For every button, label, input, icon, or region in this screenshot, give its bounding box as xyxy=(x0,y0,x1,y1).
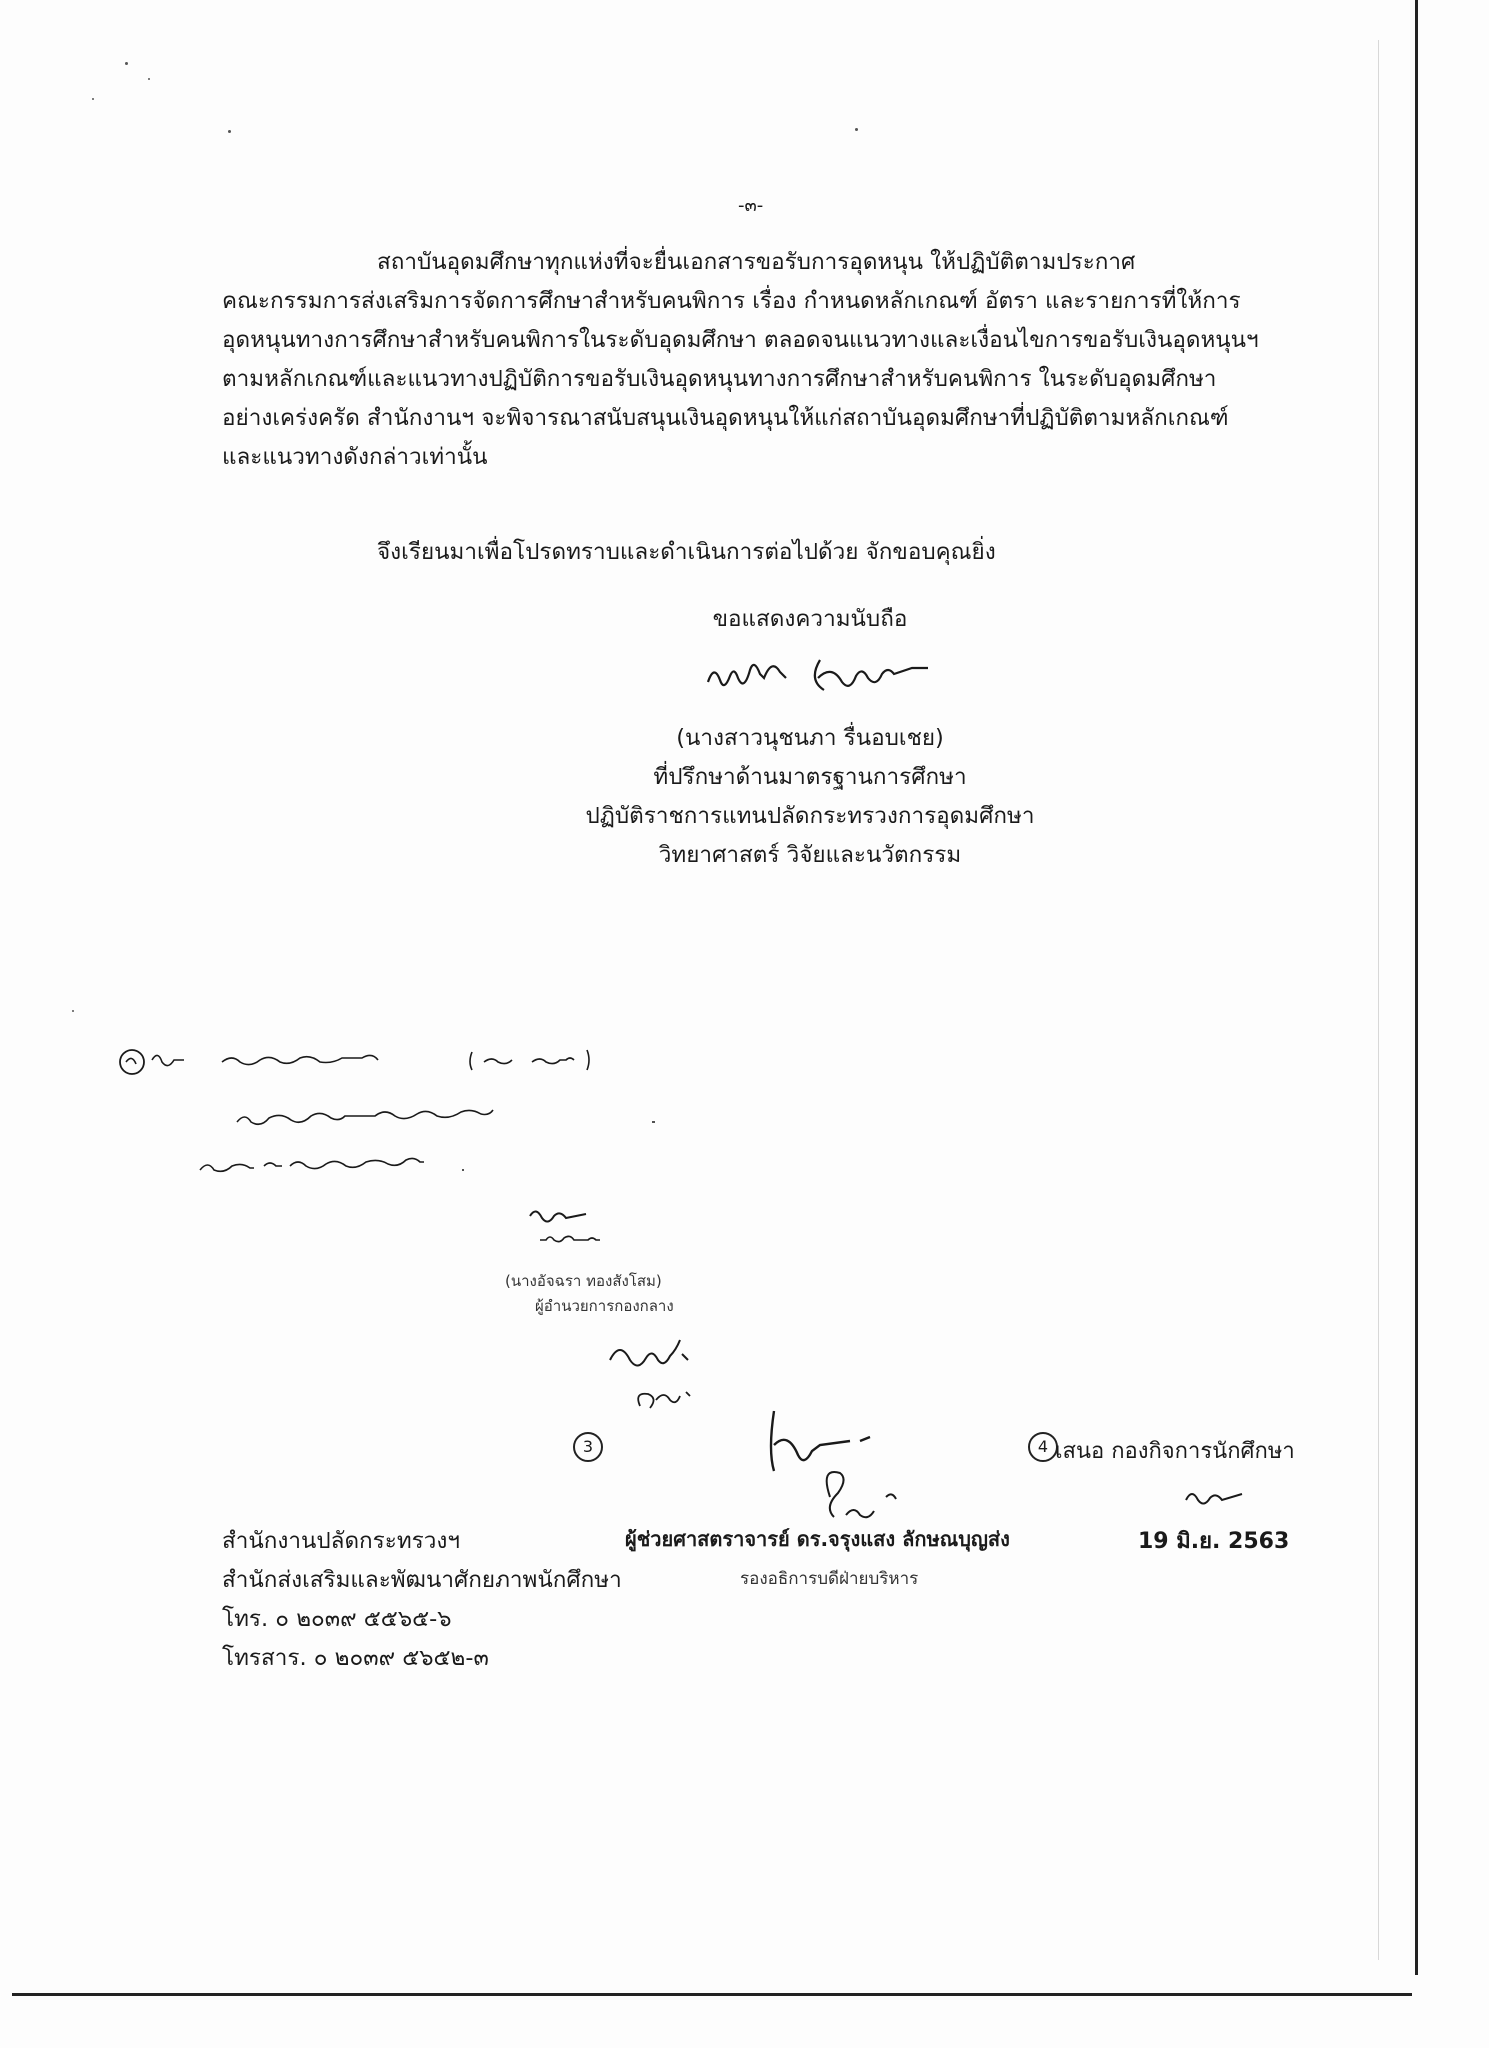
signer-title-line: ปฏิบัติราชการแทนปลัดกระทรวงการอุดมศึกษา xyxy=(585,803,1035,829)
handwritten-signature xyxy=(700,652,960,707)
scan-edge-line xyxy=(1415,0,1418,1975)
signer-title-line: ที่ปรึกษาด้านมาตรฐานการศึกษา xyxy=(653,764,967,790)
office-contact xyxy=(222,1522,622,1678)
office-fax: โทรสาร. ๐ ๒๐๓๙ ๕๖๕๒-๓ xyxy=(222,1645,489,1671)
propose-note: เสนอ กองกิจการนักศึกษา xyxy=(1055,1439,1295,1464)
body-paragraph xyxy=(222,243,1277,477)
signer-name: (นางสาวนุชนภา รื่นอบเชย) xyxy=(676,725,944,751)
scan-speck xyxy=(72,1010,74,1012)
scan-speck xyxy=(228,130,231,133)
signer-title-line: วิทยาศาสตร์ วิจัยและนวัตกรรม xyxy=(658,842,962,868)
vice-president-name: ผู้ช่วยศาสตราจารย์ ดร.จรุงแสง ลักษณบุญส่ง xyxy=(625,1527,1010,1551)
office-line: สำนักส่งเสริมและพัฒนาศักยภาพนักศึกษา xyxy=(222,1567,622,1593)
step-circle-3: 3 xyxy=(573,1432,603,1462)
closing-sentence: จึงเรียนมาเพื่อโปรดทราบและดำเนินการต่อไปด้วย จักขอบคุณยิ่ง xyxy=(377,539,996,565)
director-title: ผู้อำนวยการกองกลาง xyxy=(535,1297,674,1315)
body-line: อย่างเคร่งครัด สำนักงานฯ จะพิจารณาสนับสนุนเงินอุดหนุนให้แก่สถาบันอุดมศึกษาที่ปฏิบัติตามหลักเกณฑ์ xyxy=(222,405,1229,431)
step-circle-4: 4 xyxy=(1028,1432,1058,1462)
director-name: (นางอัจฉรา ทองสังโสม) xyxy=(505,1272,662,1290)
handwritten-note xyxy=(112,1040,672,1180)
body-line: สถาบันอุดมศึกษาทุกแห่งที่จะยื่นเอกสารขอรับการอุดหนุน ให้ปฏิบัติตามประกาศ xyxy=(377,249,1136,275)
scan-speck xyxy=(855,128,858,131)
vice-president-signature xyxy=(760,1405,930,1535)
body-line: และแนวทางดังกล่าวเท่านั้น xyxy=(222,444,488,470)
regards-text: ขอแสดงความนับถือ xyxy=(712,606,908,632)
vice-president-title: รองอธิการบดีฝ่ายบริหาร xyxy=(740,1569,919,1589)
scan-speck xyxy=(148,78,150,80)
propose-initials xyxy=(1180,1482,1250,1512)
scan-edge-shadow xyxy=(1378,40,1379,1960)
office-phone: โทร. ๐ ๒๐๓๙ ๕๕๖๕-๖ xyxy=(222,1606,452,1632)
scan-speck xyxy=(92,98,94,100)
secondary-initials xyxy=(600,1320,720,1430)
signature-block xyxy=(560,600,1060,875)
scan-speck xyxy=(125,62,128,65)
page-number: -๓- xyxy=(738,195,764,216)
director-initials xyxy=(520,1200,670,1260)
body-line: อุดหนุนทางการศึกษาสำหรับคนพิการในระดับอุดมศึกษา ตลอดจนแนวทางและเงื่อนไขการขอรับเงินอุดหนุนฯ xyxy=(222,327,1259,353)
date-stamp: 19 มิ.ย. 2563 xyxy=(1138,1529,1290,1554)
body-line: คณะกรรมการส่งเสริมการจัดการศึกษาสำหรับคนพิการ เรื่อง กำหนดหลักเกณฑ์ อัตรา และรายการที่ให้การ xyxy=(222,288,1241,314)
bottom-rule xyxy=(12,1993,1412,1996)
body-line: ตามหลักเกณฑ์และแนวทางปฏิบัติการขอรับเงินอุดหนุนทางการศึกษาสำหรับคนพิการ ในระดับอุดมศึกษา xyxy=(222,366,1217,392)
office-line: สำนักงานปลัดกระทรวงฯ xyxy=(222,1528,461,1554)
